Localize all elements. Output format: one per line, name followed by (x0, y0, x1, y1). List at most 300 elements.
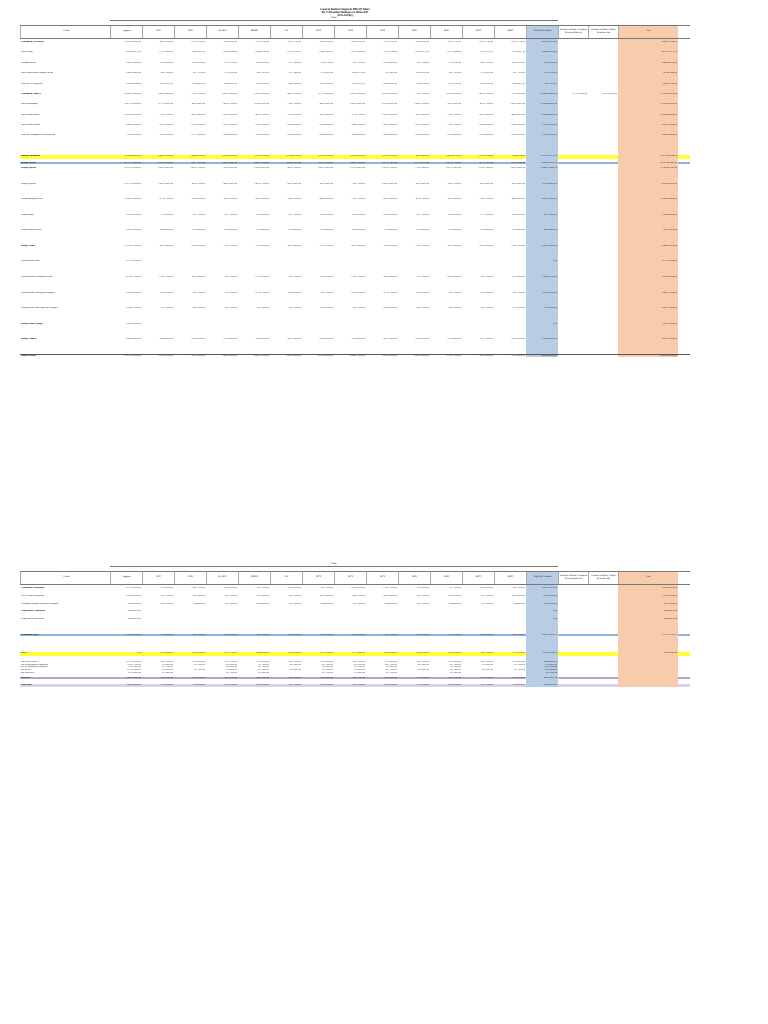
cell-value: 1.117.000,00 (513, 668, 525, 671)
cell-value: 48.117.000,00 (192, 633, 205, 636)
cell-value: 48.551.190,00 (512, 61, 525, 64)
cell-value: 1.522.117.000,00 (445, 354, 461, 357)
cell-value: 1.117.000,00 (161, 666, 173, 669)
cell-sisa: 2.921.096.000,00 (618, 276, 678, 279)
cell-value: 198.197.798,00 (511, 41, 525, 44)
cell-value: 1.368.339.000,00 (221, 161, 237, 164)
cell-value: 1.204.550.000,00 (125, 72, 141, 75)
cell-value: 245.229.000,00 (383, 275, 397, 278)
header-uraian: Uraian (20, 572, 110, 584)
cell-value: 30.575.000,00 (288, 684, 301, 687)
cell-value: 1.806.881.096,00 (526, 51, 558, 54)
cell-value: 56.117.000,00 (512, 291, 525, 294)
cell-value: 396.456.939,00 (127, 618, 141, 621)
cell-value: 39.117.000,00 (160, 661, 173, 664)
cell-sisa: 10.389.019.000,00 (618, 198, 678, 201)
cell-value: 63.993.000,00 (448, 213, 461, 216)
cell-value: 1.580.244.000,00 (125, 684, 141, 687)
cell-value: 0,00 (137, 651, 141, 654)
cell-value: 43.117.000,00 (416, 594, 429, 597)
column-header: LPIK (174, 572, 206, 584)
cell-value: 653.339.000,00 (223, 113, 237, 116)
cell-value: 1.189.229.000,00 (285, 161, 301, 164)
cell-value: 71.229.000,00 (384, 661, 397, 664)
cell-value: 3.992.556.000,00 (526, 245, 558, 248)
cell-value: 313.913.735,00 (447, 41, 461, 44)
cell-value: 275.117.000,00 (223, 244, 237, 247)
cell-value: 1.117.000,00 (257, 666, 269, 669)
cell-sisa: 396.456.939,00 (618, 618, 678, 621)
cell-value: 802.117.000,00 (287, 167, 301, 169)
cell-value: 96.809.000,00 (384, 684, 397, 687)
cell-value: 851.324.746,00 (479, 155, 493, 158)
spacer-cell (238, 351, 270, 354)
cell-value: 1.117.220.000,00 (125, 260, 141, 263)
cell-value: 19.112.000,00 (352, 602, 365, 605)
cell-value: 20.000.000,00 (512, 229, 525, 232)
row-label: Dana Alokasi Khusus (21, 124, 40, 127)
cell-value: 99.117.230,00 (352, 61, 365, 64)
spacer-cell (110, 351, 142, 354)
cell-value: 42.809.000,00 (448, 684, 461, 687)
cell-sisa: 1.553.103.000,00 (618, 323, 678, 326)
column-header-sisa: Sisa (618, 26, 678, 38)
cell-value: 134.890.000,00 (511, 124, 525, 127)
cell-value: 192.339.000,00 (191, 244, 205, 247)
report-title-line: (DALAM Rp) (337, 14, 353, 17)
cell-value: 1.261.229.000,00 (349, 103, 365, 106)
cell-value: 40.661.000,00 (512, 213, 525, 216)
cell-value: 47.331.650,00 (192, 61, 205, 64)
cell-value: 0,00 (526, 610, 558, 613)
cell-value: 54.921.000,00 (352, 684, 365, 687)
cell-value: 265.112.000,00 (159, 124, 173, 127)
column-header: Anggaran (110, 26, 142, 38)
cell-value: 13.112.000,00 (224, 602, 237, 605)
cell-value: 151.735.484,00 (447, 51, 461, 54)
cell-value: 78.117.000,00 (352, 307, 365, 310)
cell-value: 582.339.000,00 (319, 182, 333, 185)
cell-value: 3.117.000,00 (193, 663, 205, 666)
cell-value: 3.229.000,00 (481, 663, 493, 666)
cell-value: 1.229.000,00 (449, 671, 461, 674)
cell-value: 1.842.117.000,00 (253, 354, 269, 357)
cell-value: 343.117.000,00 (223, 198, 237, 201)
row-label: Pengeluaran Pembiayaan (21, 610, 45, 613)
cell-extra (588, 684, 618, 687)
cell-value: 54.921.000,00 (352, 676, 365, 679)
report-title-line: Per 31 Desember/Realisasi s.d. Bulan 2021 (321, 11, 369, 14)
cell-value: 726.117.000,00 (447, 113, 461, 116)
row-label: Jumlah Pendapatan (21, 155, 40, 158)
cell-value: 24.117.000,00 (288, 661, 301, 664)
cell-value: 3.117.000,00 (257, 668, 269, 671)
cell-value: 73.000.000,00 (384, 229, 397, 232)
cell-value: 27.331.500,00 (224, 72, 237, 75)
group-header: Tahun (110, 17, 558, 21)
spacer-cell (334, 351, 366, 354)
cell-value: -17.721.447,00 (351, 651, 365, 654)
cell-value: 3.117.000,00 (513, 663, 525, 666)
cell-value: 1.117.339.000,00 (125, 661, 141, 664)
row-label: Kas Dana BOS (21, 671, 35, 674)
cell-value: 2.987.550.000,00 (125, 61, 141, 64)
group-header: Tahun (110, 563, 558, 567)
cell-value: 126.888.000,00 (479, 124, 493, 127)
cell-extra: 1.177.339.000,00 (571, 92, 587, 95)
cell-value: 105.229.000,00 (447, 275, 461, 278)
cell-value: 70.229.000,00 (256, 307, 269, 310)
cell-value: 1.611.339.000,00 (317, 161, 333, 164)
cell-value: 7.339.000,00 (161, 663, 173, 666)
column-header-row (20, 571, 690, 585)
cell-value: 922.229.000,00 (223, 167, 237, 169)
cell-value: 883.117.000,00 (255, 113, 269, 116)
cell-value: 49.117.000,00 (288, 594, 301, 597)
spacer-cell (588, 351, 618, 354)
cell-value: 14.117.000,00 (384, 663, 397, 666)
cell-value: 22.575.000,00 (480, 676, 493, 679)
cell-sisa (618, 684, 678, 687)
cell-value: 988.339.000,00 (319, 103, 333, 106)
column-header-extra: Realisasi s/d Bulan / Lampiran Rekening Bulan Ini (558, 26, 588, 38)
cell-value: 61.117.330.000,00 (124, 354, 141, 357)
cell-value: 93.765.800,00 (160, 61, 173, 64)
cell-value: 45.117.000,00 (288, 307, 301, 310)
cell-value: 0,00 (526, 260, 558, 263)
cell-value: 12.188.344.000,00 (526, 103, 558, 106)
cell-value: 1.288.339.000,00 (157, 167, 173, 169)
cell-value: 146.773.000,00 (287, 338, 301, 341)
cell-value: 4.229.000,00 (417, 663, 429, 666)
cell-value: 1.087.229.000,00 (317, 167, 333, 169)
cell-value: 36.921.000,00 (224, 676, 237, 679)
cell-value: 72.226.000,00 (526, 664, 558, 667)
cell-value: 30.117.610,00 (448, 72, 461, 75)
cell-value: 912.117.000,00 (159, 113, 173, 116)
cell-value: 39.771.000,00 (192, 213, 205, 216)
cell-value: 38.115.900,00 (160, 72, 173, 75)
cell-value: 49.771.000,00 (288, 213, 301, 216)
cell-value: 2.349.803.000,00 (526, 338, 558, 341)
cell-value: 4.020.124.355,00 (526, 41, 558, 44)
cell-value: 2.044.117.000,00 (349, 354, 365, 357)
cell-value: 562.117.000,00 (479, 103, 493, 106)
cell-value: 58.229.000,00 (448, 307, 461, 310)
cell-value: 1.027.339.000,00 (445, 167, 461, 169)
cell-value: 375.326.786,00 (255, 41, 269, 44)
cell-value: 69.229.000,00 (224, 587, 237, 590)
column-header: Total LRA Realisasi (526, 26, 558, 38)
column-header: LPIK (174, 26, 206, 38)
row-label: Kas di Bendahara Penerimaan (21, 666, 48, 669)
cell-value: 36.229.000,00 (192, 307, 205, 310)
report-sheet-page-2 (20, 563, 690, 687)
cell-value: 73.117.000,00 (160, 307, 173, 310)
cell-value: 13.286.223.000,00 (526, 167, 558, 170)
cell-value: 177.575.459,00 (159, 51, 173, 54)
row-label: Belanja Bantuan Sosial (21, 229, 42, 232)
cell-value: 179.117.000,00 (383, 587, 397, 590)
column-header: SPTB (366, 26, 398, 38)
cell-value: 56.117.000,00 (224, 594, 237, 597)
cell-value: 103.229.000,00 (351, 633, 365, 636)
cell-sisa: 1.117.220.000,00 (618, 260, 678, 263)
cell-value: 1.117.000,00 (321, 671, 333, 674)
cell-value: 1.580.244.000,00 (125, 676, 141, 679)
cell-sisa: 396.456.939,00 (618, 610, 678, 613)
cell-value: -12.941.101,00 (415, 651, 429, 654)
cell-value: 178.000.000,00 (447, 134, 461, 137)
cell-value: 669.117.000,00 (479, 92, 493, 95)
cell-value: 42.000.000,00 (352, 229, 365, 232)
cell-value: 972.339.000,00 (511, 354, 525, 357)
cell-value: 1.101.993.000,00 (526, 292, 558, 295)
cell-value: 389.654.000,00 (526, 229, 558, 232)
cell-value: 73.117.000,00 (416, 275, 429, 278)
report-body (20, 39, 690, 358)
cell-value: 298.117.000,00 (287, 198, 301, 201)
row-label: Pendapatan Transfer (21, 92, 41, 95)
cell-value: 81.117.000,00 (320, 633, 333, 636)
cell-value: 38.117.550.000,00 (124, 103, 141, 106)
cell-value: 2.316.610.000,00 (526, 134, 558, 137)
row-label: Belanja Modal Peralatan dan Mesin (21, 275, 53, 278)
cell-value: 513.117.000,00 (351, 198, 365, 201)
cell-sisa: 5.829.322.000,00 (618, 124, 678, 127)
row-label: Belanja Modal Jalan, Irigasi dan Jaringan (21, 307, 58, 310)
cell-value: 36.921.000,00 (224, 684, 237, 687)
cell-value: 85.105.000,00 (352, 213, 365, 216)
cell-value: 738.117.000,00 (287, 103, 301, 106)
cell-value: 907.229.000,00 (479, 161, 493, 164)
cell-value: 187.549.000,00 (447, 338, 461, 341)
cell-value: 239.229.000,00 (191, 198, 205, 201)
cell-value: 4.229.000,00 (289, 663, 301, 666)
spacer-cell (206, 351, 238, 354)
cell-value: 14.504.954.000,00 (526, 93, 558, 96)
column-header: SPTR (334, 572, 366, 584)
cell-value: 665.117.000,00 (255, 182, 269, 185)
cell-value: 23.779.660,00 (288, 72, 301, 75)
cell-value: 1.842.117.000,00 (253, 161, 269, 164)
cell-value: 955.778.000,00 (191, 354, 205, 357)
cell-value: 57.771.430,00 (288, 61, 301, 64)
report-title (140, 8, 550, 17)
cell-value: 179.117.000,00 (383, 633, 397, 636)
cell-value: 91.311.573,00 (480, 51, 493, 54)
cell-value: 843.117.000,00 (223, 103, 237, 106)
cell-value: 8.888.000,00 (193, 602, 205, 605)
cell-value: 61.229.000,00 (416, 291, 429, 294)
column-header: BLKI (430, 26, 462, 38)
report-sheet-page-1 (20, 8, 690, 357)
column-header: Anggaran (110, 572, 142, 584)
cell-value: 1.229.000,00 (481, 668, 493, 671)
spacer-cell (398, 351, 430, 354)
cell-value: 382.229.000,00 (447, 198, 461, 201)
cell-value: 31.000.000,00 (448, 229, 461, 232)
cell-value: 1.241.339.000,00 (253, 167, 269, 169)
cell-value: 229.117.000,00 (127, 663, 141, 666)
cell-value: 2.551.110.000,00 (125, 213, 141, 216)
cell-value: 98.835.512,00 (192, 51, 205, 54)
cell-sisa: 8.346.561.000,00 (618, 245, 678, 248)
cell-value: 119.229.000,00 (351, 291, 365, 294)
cell-sisa: 162.616.645,00 (618, 652, 678, 656)
cell-value: 701.117.000,00 (191, 92, 205, 95)
spacer-cell (558, 351, 588, 354)
cell-value: 723.789.755,00 (383, 41, 397, 44)
column-header: BLKI (430, 572, 462, 584)
cell-value: 3.551.330.000,00 (125, 291, 141, 294)
cell-value: 385.229.000,00 (159, 244, 173, 247)
cell-value: 88.738.237,00 (160, 82, 173, 85)
cell-sisa: 1.712.212.061,00 (618, 634, 678, 637)
row-label: SiLPA Tahun Sebelumnya (21, 594, 44, 597)
cell-value: 196.117.000,00 (511, 244, 525, 247)
cell-value: 12.339.117.000,00 (124, 244, 141, 247)
cell-value: 93.117.000,00 (256, 587, 269, 590)
cell-extra (558, 355, 588, 358)
row-label: Dana Alokasi Umum (21, 113, 40, 116)
cell-value: 136.229.000,00 (383, 307, 397, 310)
cell-value: 37.117.000,00 (480, 594, 493, 597)
cell-value: 94.117.000,00 (224, 275, 237, 278)
cell-value: 12.515.346.939,00 (124, 41, 141, 44)
row-label: Hasil Pengelolaan Kekayaan Daerah (21, 72, 54, 75)
cell-value: 7.117.000,00 (257, 663, 269, 666)
cell-value: 1.117.000,00 (449, 666, 461, 669)
cell-value: 76.993.000,00 (256, 213, 269, 216)
cell-value: 56.402.913,00 (224, 82, 237, 85)
cell-sisa: 27.938.887.000,00 (618, 167, 678, 170)
row-label: Penerimaan Pembiayaan (21, 587, 45, 590)
spacer-cell (142, 351, 174, 354)
cell-value: 2.338.117.000,00 (125, 307, 141, 310)
cell-value: 9.451.446.000,00 (526, 114, 558, 117)
row-label: Total Kas (21, 676, 30, 679)
cell-value: 19.229.000,00 (512, 661, 525, 664)
cell-value: 18.525.078.355,00 (526, 155, 558, 159)
cell-value: 1.553.103.000,00 (125, 322, 141, 325)
cell-value: 565.890.000,00 (127, 602, 141, 605)
cell-value: 18.775.110,00 (192, 72, 205, 75)
cell-value: 381.339.000,00 (415, 182, 429, 185)
cell-value: 328.229.000,00 (479, 182, 493, 185)
cell-value: 493.110.000,00 (383, 124, 397, 127)
cell-value: 52.117.000,00 (224, 307, 237, 310)
cell-value: 1.283.229.000,00 (381, 182, 397, 185)
cell-sisa: 2.108.669.000,00 (618, 587, 678, 590)
cell-sisa: 25.929.206.000,00 (618, 103, 678, 106)
cell-value: 49.809.000,00 (256, 684, 269, 687)
cell-value: 44.117.350,00 (480, 61, 493, 64)
cell-value: 37.000.000,00 (256, 229, 269, 232)
cell-value: 412.229.000,00 (351, 244, 365, 247)
row-label: SiLPA (21, 651, 28, 654)
cell-value: 19.696.245.000,00 (526, 162, 558, 165)
cell-value: 880.117.000,00 (287, 92, 301, 95)
cell-value: 689.229.000,00 (159, 182, 173, 185)
cell-value: 375.130.560,00 (526, 72, 558, 75)
cell-value: 46.229.000,00 (480, 587, 493, 590)
cell-value: 40.654.000,00 (160, 229, 173, 232)
cell-value: 107.117.000,00 (255, 291, 269, 294)
column-header: BIMPPI (238, 26, 270, 38)
cell-value: 184.220.000,00 (526, 603, 558, 606)
cell-value: 141.117.000,00 (351, 275, 365, 278)
cell-value: 69.229.000,00 (224, 633, 237, 636)
cell-value: 124.000.000,00 (415, 134, 429, 137)
cell-value: 0,00 (526, 323, 558, 326)
cell-value: 1.915.112.000,00 (157, 161, 173, 164)
cell-value: 132.110.000,00 (191, 124, 205, 127)
cell-value: 1.229.000,00 (321, 666, 333, 669)
cell-value: 81.117.000,00 (320, 587, 333, 590)
cell-value: 43.773.000,00 (416, 213, 429, 216)
cell-value: 67.117.330,00 (224, 61, 237, 64)
cell-value: 0,00 (526, 618, 558, 621)
cell-value: -13.717.791,00 (223, 651, 237, 654)
column-header: PPTH (302, 26, 334, 38)
cell-value: 380.896.000,00 (526, 661, 558, 664)
cell-value: 281.839.209,00 (223, 41, 237, 44)
cell-sisa: 1.761.840.000,00 (618, 214, 678, 217)
cell-value: 649.117.000,00 (415, 103, 429, 106)
cell-value: 256.112.000,00 (255, 124, 269, 127)
cell-sisa: 1.615.124.000,00 (618, 307, 678, 310)
cell-value: -18.444.214,00 (255, 651, 269, 654)
cell-value: 1.008.551.000,00 (526, 634, 558, 637)
spacer-row (20, 351, 690, 354)
cell-value: 334.911.150,00 (319, 41, 333, 44)
column-header: SPTB (366, 572, 398, 584)
cell-value: 3.335.128.755,00 (381, 155, 397, 158)
cell-value: -162.616.645,00 (526, 652, 558, 656)
cell-value: 1.229.000,00 (225, 666, 237, 669)
cell-value: 824.331.000,00 (526, 595, 558, 598)
column-header: KKTT (462, 26, 494, 38)
cell-value: 132.117.000,00 (159, 275, 173, 278)
cell-sisa: 2.060.664.720,00 (618, 62, 678, 65)
column-header: SAT (270, 572, 302, 584)
cell-value: 3.229.000,00 (353, 668, 365, 671)
cell-value: 35.400.671,00 (512, 82, 525, 85)
cell-value: 1.117.000,00 (193, 668, 205, 671)
cell-value: 147.659.000,00 (383, 213, 397, 216)
cell-value: 49.117.000,00 (512, 633, 525, 636)
cell-value: 1.055.339.000,00 (413, 161, 429, 164)
cell-value: 23.463.000,00 (512, 684, 525, 687)
cell-value: 244.229.000,00 (511, 198, 525, 201)
cell-value: 52.113.240,00 (416, 61, 429, 64)
cell-value: 766.339.000,00 (319, 113, 333, 116)
cell-value: 56.729.361,00 (448, 82, 461, 85)
cell-sisa: 3.650.197.000,00 (618, 338, 678, 341)
row-label: Total Saldo (21, 684, 32, 687)
cell-value: 17.993.320,00 (480, 72, 493, 75)
cell-value: 18.117.000,00 (480, 661, 493, 664)
cell-value: 1.177.229.000,00 (157, 103, 173, 106)
row-label: Dana Perimbangan (21, 103, 38, 106)
column-header: BLAKPI (206, 572, 238, 584)
cell-value: 77.117.000,00 (448, 587, 461, 590)
cell-value: 46.229.000,00 (480, 633, 493, 636)
spacer-cell (270, 351, 302, 354)
cell-value: 23.463.000,00 (512, 676, 525, 679)
cell-value: 75.331.280,00 (448, 61, 461, 64)
